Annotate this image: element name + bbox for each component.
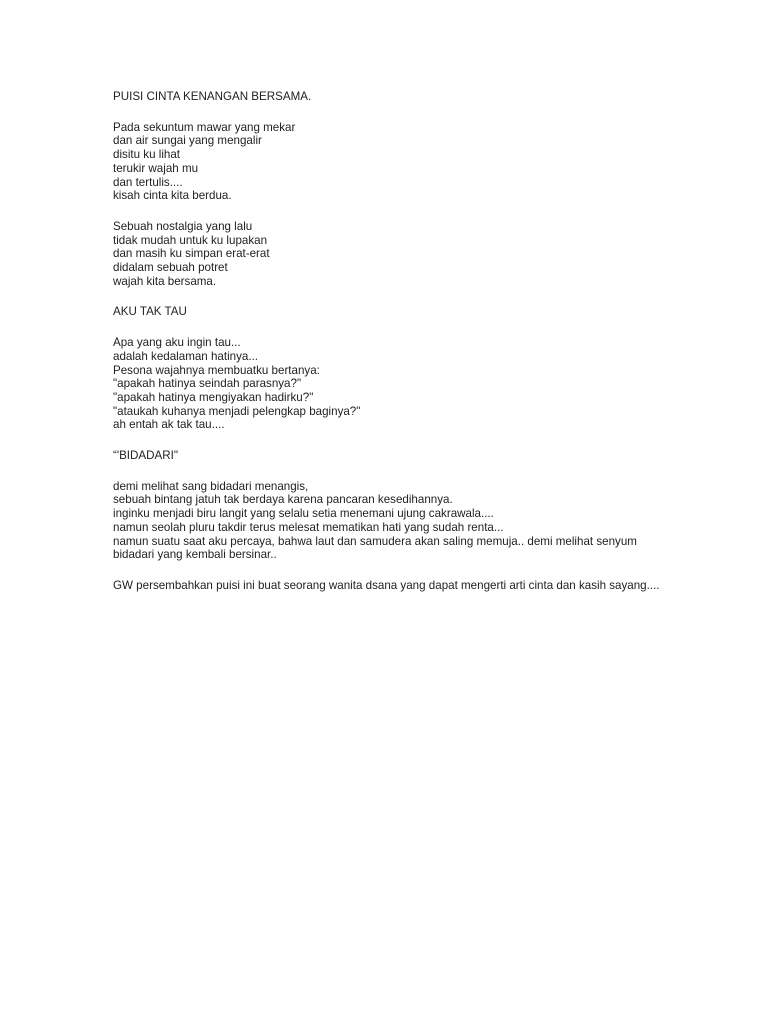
poem-line: Sebuah nostalgia yang lalu [113,219,253,233]
poem-line: Pada sekuntum mawar yang mekar [113,120,296,134]
poem-line: Apa yang aku ingin tau... [113,336,241,350]
poem-line: adalah kedalaman hatinya... [113,349,259,363]
poem-title-aku-tak-tau: AKU TAK TAU [113,305,187,319]
poem-line: Pesona wajahnya membuatku bertanya: [113,363,320,377]
stanza-aku-tak-tau [113,336,673,432]
poem-line: terukir wajah mu [113,161,199,175]
poem-line: namun seolah pluru takdir terus melesat mematikan hati yang sudah renta... [113,520,504,534]
dedication-text: GW persembahkan puisi ini buat seorang wanita dsana yang dapat mengerti arti cinta dan kasih sayang.... [113,578,660,592]
poem-line: "apakah hatinya seindah parasnya?" [113,377,302,391]
poem-line: dan air sungai yang mengalir [113,134,262,148]
poem-line: inginku menjadi biru langit yang selalu setia menemani ujung cakrawala.... [113,507,494,521]
poem-document [113,90,673,593]
poem-line: tidak mudah untuk ku lupakan [113,233,268,247]
stanza-bidadari [113,480,673,562]
poem-line: namun suatu saat aku percaya, bahwa laut dan samudera akan saling memuja.. demi melihat senyum bidadari yang kembali bersinar.. [113,534,637,562]
poem-line: didalam sebuah potret [113,261,228,275]
poem-line: disitu ku lihat [113,148,181,162]
poem-title-kenangan: PUISI CINTA KENANGAN BERSAMA. [113,90,312,103]
poem-line: kisah cinta kita berdua. [113,189,232,203]
poem-line: ah entah ak tak tau.... [113,418,225,432]
poem-line: dan tertulis.... [113,175,183,189]
poem-line: wajah kita bersama. [113,274,217,288]
poem-title-bidadari: “'BIDADARI" [113,449,178,463]
poem-line: "ataukah kuhanya menjadi pelengkap baginya?" [113,404,361,418]
poem-line: demi melihat sang bidadari menangis, [113,479,309,493]
dedication-paragraph [113,579,673,593]
stanza-kenangan-2 [113,220,673,289]
poem-line: sebuah bintang jatuh tak berdaya karena pancaran kesedihannya. [113,493,453,507]
poem-line: "apakah hatinya mengiyakan hadirku?" [113,390,314,404]
stanza-kenangan-1 [113,121,673,203]
poem-line: dan masih ku simpan erat-erat [113,247,270,261]
